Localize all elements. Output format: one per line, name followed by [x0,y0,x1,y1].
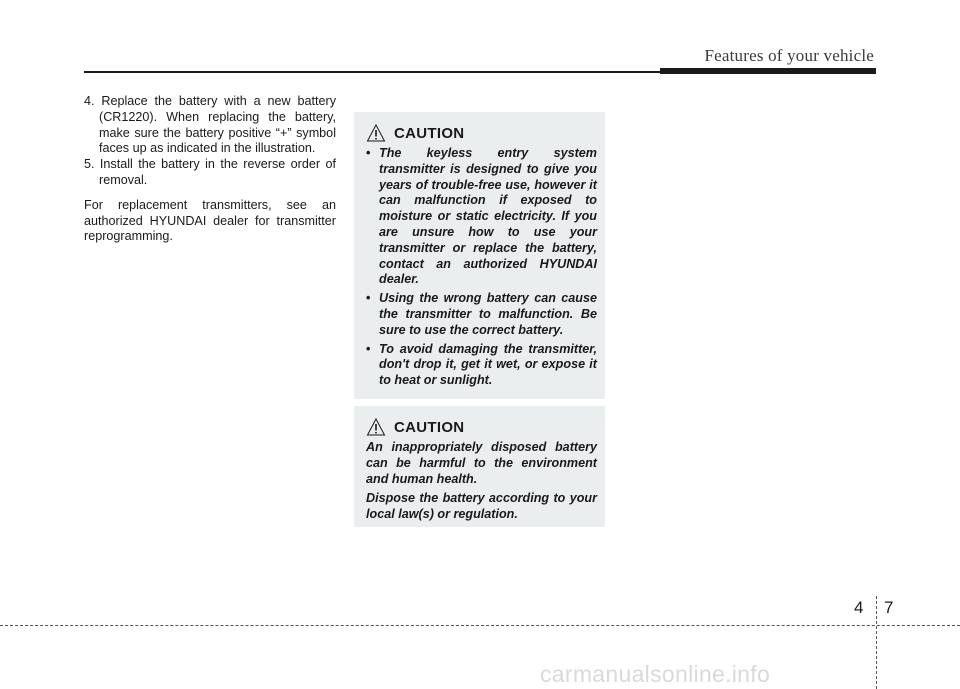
footer-rule [0,625,960,626]
caution-header [366,122,597,144]
caution-paragraph: Dispose the battery according to your local law(s) or regulation. [366,491,597,522]
watermark: carmanualsonline.info [540,661,771,687]
page-number: 7 [884,598,894,617]
warning-triangle-icon [366,417,386,437]
caution-title: CAUTION [394,418,465,436]
warning-triangle-icon [366,123,386,143]
caution-bullet: • Using the wrong battery can cause the transmitter to malfunction. Be sure to use the correct battery. [366,291,597,338]
page-number-divider [876,596,877,689]
step-text: 5. Install the battery in the reverse order of removal. [84,157,336,187]
caution-title: CAUTION [394,124,465,142]
instruction-step [84,94,336,157]
left-column [84,94,336,245]
instruction-step [84,157,336,189]
dealer-note: For replacement transmitters, see an authorized HYUNDAI dealer for transmitter reprogramming. [84,197,336,244]
caution-bullet: • To avoid damaging the transmitter, don't drop it, get it wet, or expose it to heat or sunlight. [366,342,597,389]
step-text: 4. Replace the battery with a new battery (CR1220). When replacing the battery, make sure the battery positive “+” symbol faces up as indicated in the illustration. [84,94,336,156]
section-title: Features of your vehicle [704,46,874,65]
caution-bullet: • The keyless entry system transmitter is designed to give you years of trouble-free use, however it can malfunction if exposed to moisture or static electricity. If you are unsure how to use your transmitter or replace the battery, contact an authorized HYUNDAI dealer. [366,146,597,288]
header-rule-accent [660,68,876,74]
caution-box-disposal [354,406,605,527]
caution-bullets [366,146,597,389]
caution-header [366,416,597,438]
header-rule [84,71,660,73]
chapter-number: 4 [854,598,864,617]
caution-box-transmitter [354,112,605,399]
caution-paragraph: An inappropriately disposed battery can be harmful to the environment and human health. [366,440,597,486]
